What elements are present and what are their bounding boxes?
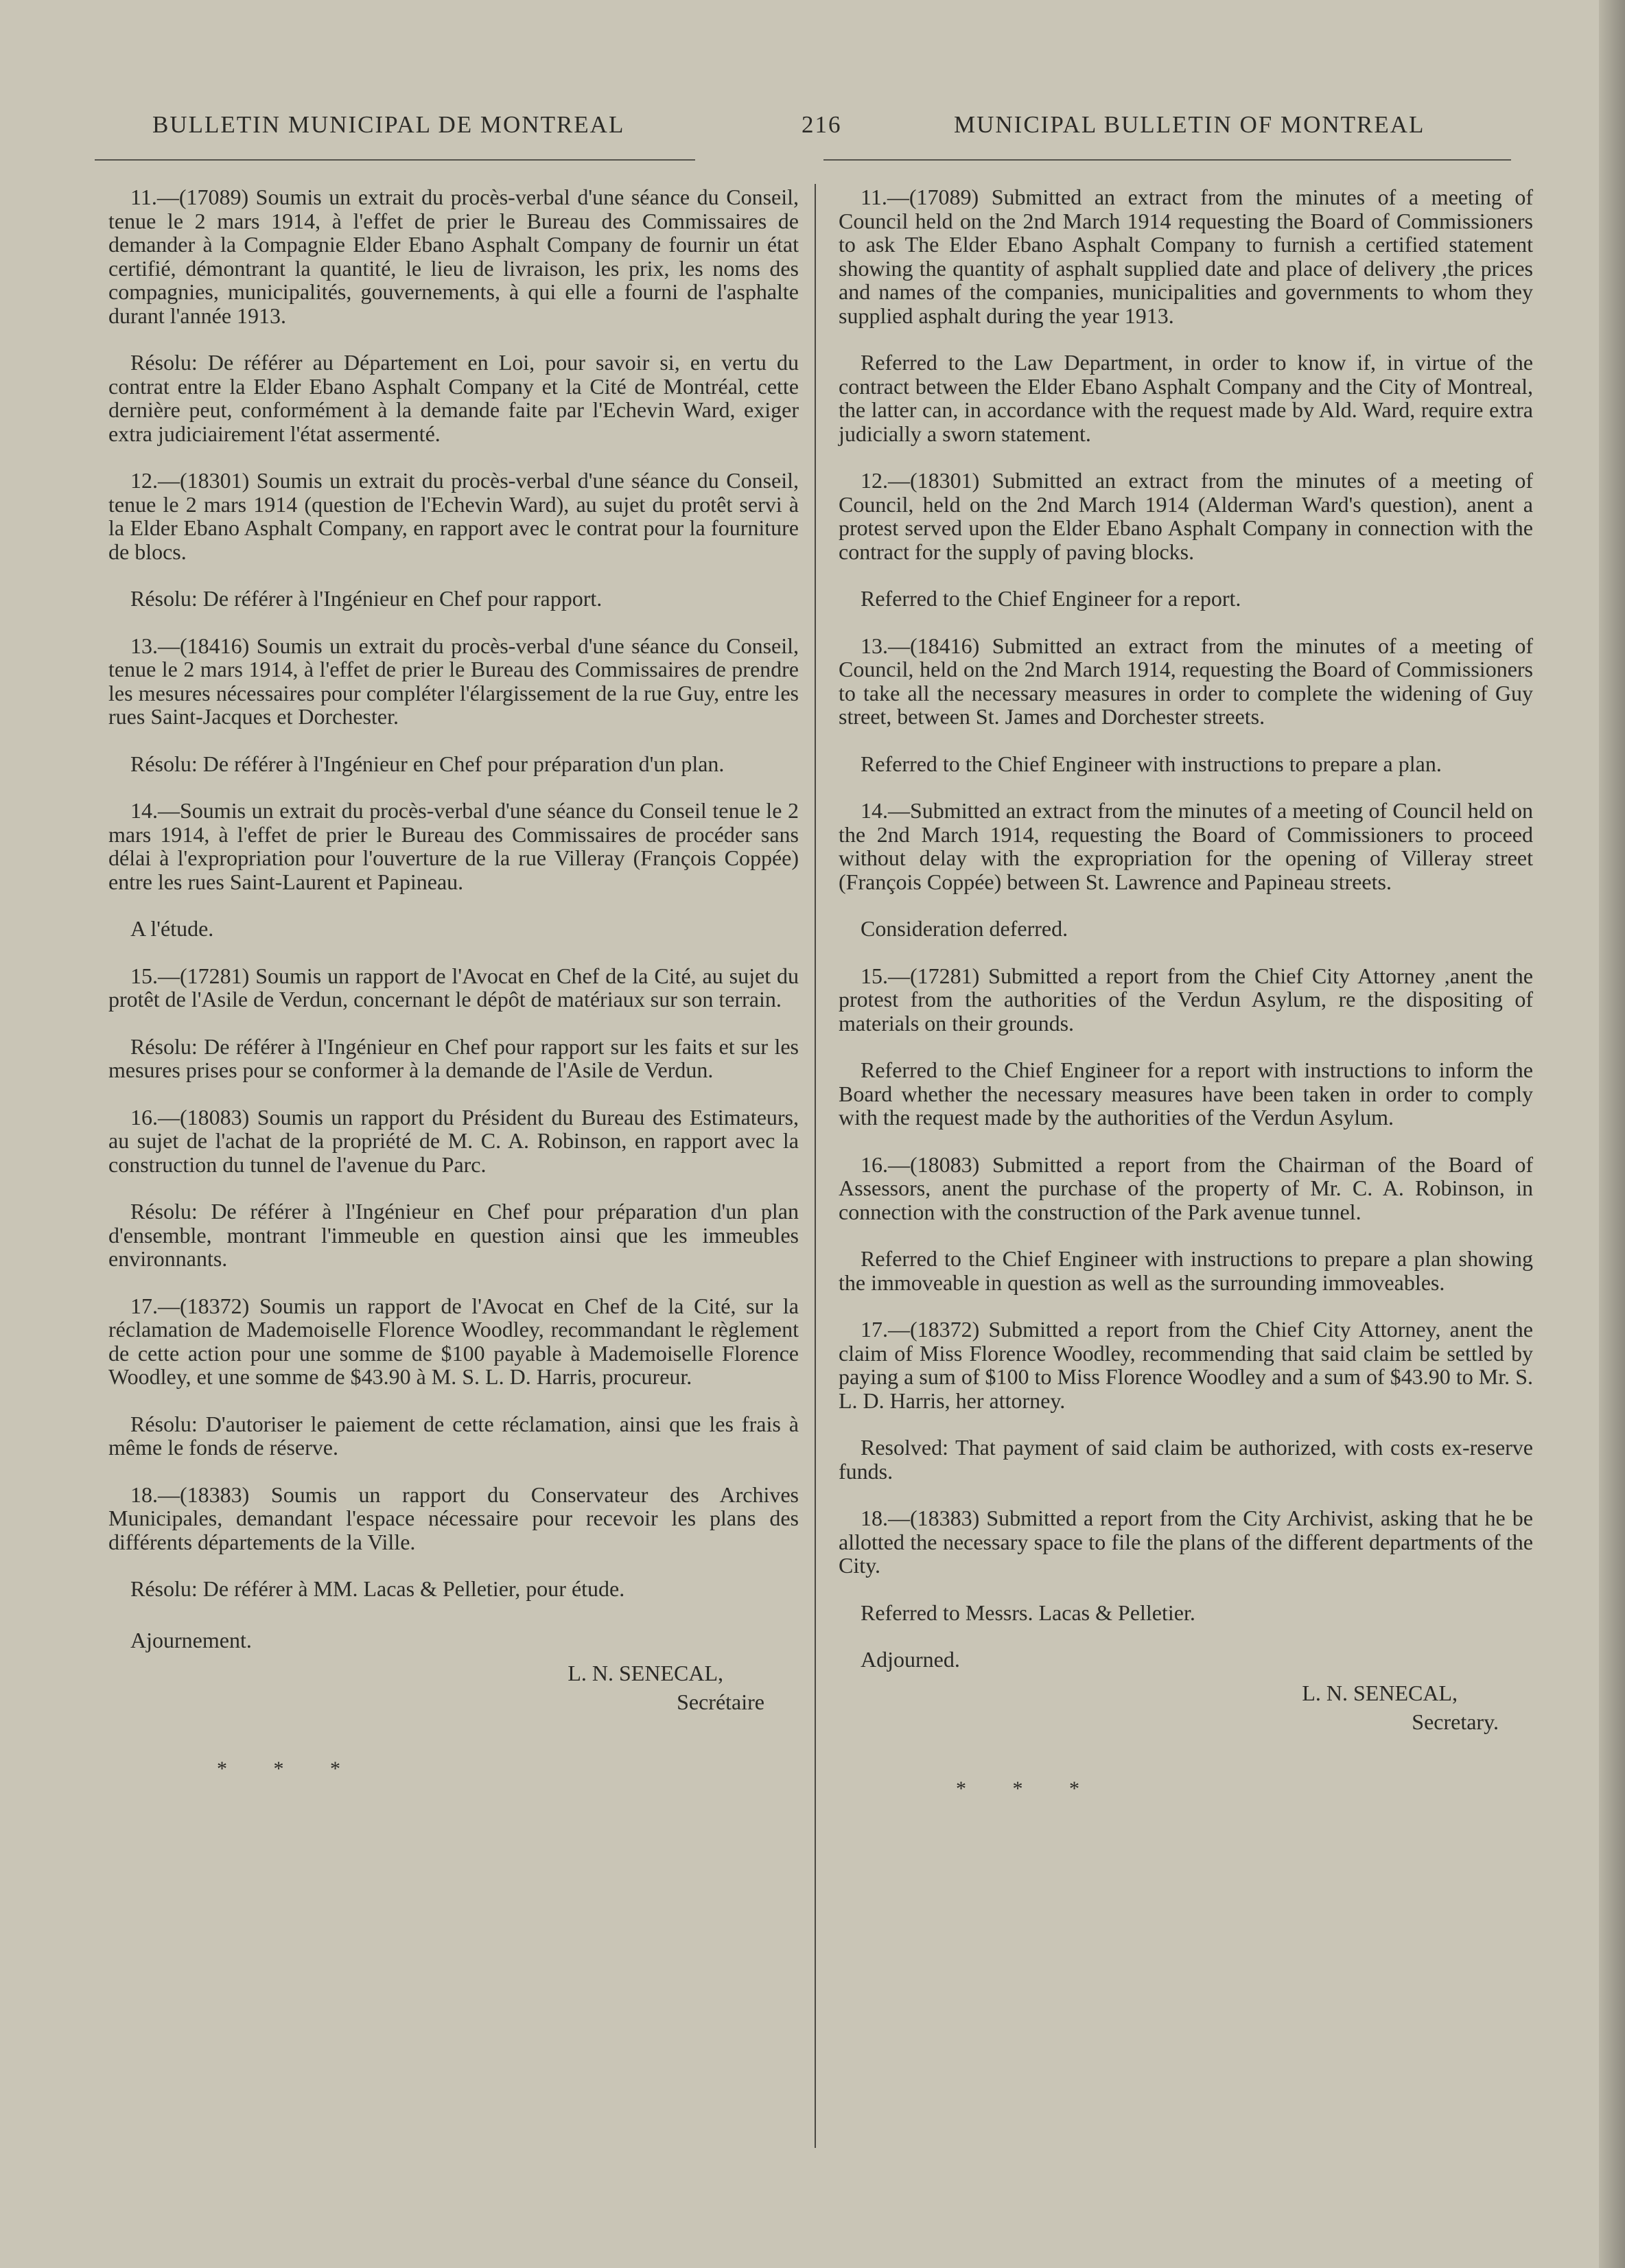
en-paragraph: 17.—(18372) Submitted a report from the Chief City Attorney, anent the claim of Miss Florence Woodley, recommending that said claim be settled by paying a sum of $100 to Miss Florence Woodley and a sum of $43.90 to Mr. S. L. D. Harris, her attorney. <box>839 1317 1533 1413</box>
fr-paragraph: 16.—(18083) Soumis un rapport du Président du Bureau des Estimateurs, au sujet de l'achat de la propriété de M. C. A. Robinson, en rapport avec la construction du tunnel de l'avenue du Parc. <box>108 1104 799 1177</box>
fr-signature <box>108 1659 799 1716</box>
en-paragraph: 15.—(17281) Submitted a report from the Chief City Attorney ,anent the protest from the authorities of the Verdun Asylum, re the dispositing of materials on their grounds. <box>839 963 1533 1036</box>
fr-signature-name: L. N. SENECAL, <box>568 1661 723 1685</box>
en-paragraph: Referred to the Law Department, in order to know if, in virtue of the contract between the Elder Ebano Asphalt Company and the City of Montreal, the latter can, in accordance with the request made by Ald. Ward, require extra judicially a sworn statement. <box>839 350 1533 446</box>
en-separator-stars: * * * <box>956 1777 1100 1800</box>
fr-paragraph: 11.—(17089) Soumis un extrait du procès-verbal d'une séance du Conseil, tenue le 2 mars 1914, à l'effet de prier le Bureau des Commissaires de demander à la Compagnie Elder Ebano Asphalt Company de fournir un état certifié, démontrant la quantité, le lieu de livraison, les prix, les noms des compagnies, municipalités, gouvernements, à qui elle a fourni de l'asphalte durant l'année 1913. <box>108 185 799 328</box>
header-rule-left <box>95 159 695 161</box>
en-paragraph: Referred to the Chief Engineer with instructions to prepare a plan. <box>861 751 1442 776</box>
en-paragraph: 13.—(18416) Submitted an extract from the minutes of a meeting of Council, held on the 2nd March 1914, requesting the Board of Commissioners to take all the necessary measures in order to complete the widening of Guy street, between St. James and Dorchester streets. <box>839 633 1533 729</box>
fr-paragraph: Résolu: D'autoriser le paiement de cette réclamation, ainsi que les frais à même le fonds de réserve. <box>108 1411 799 1460</box>
en-signature-title: Secretary. <box>1412 1709 1499 1734</box>
fr-paragraph: 13.—(18416) Soumis un extrait du procès-verbal d'une séance du Conseil, tenue le 2 mars 1914, à l'effet de prier le Bureau des Commissaires de prendre les mesures nécessaires pour compléter l'élargissement de la rue Guy, entre les rues Saint-Jacques et Dorchester. <box>108 633 799 729</box>
fr-paragraph: Résolu: De référer à l'Ingénieur en Chef pour rapport. <box>130 586 603 611</box>
en-paragraph: Referred to the Chief Engineer for a report. <box>861 586 1241 611</box>
fr-paragraph: Résolu: De référer au Département en Loi, pour savoir si, en vertu du contrat entre la Elder Ebano Asphalt Company et la Cité de Montréal, cette dernière peut, conformément à la demande faite par l'Echevin Ward, exiger extra judiciairement l'état assermenté. <box>108 350 799 446</box>
en-paragraph: Resolved: That payment of said claim be authorized, with costs ex-reserve funds. <box>839 1435 1533 1484</box>
fr-paragraph: 12.—(18301) Soumis un extrait du procès-verbal d'une séance du Conseil, tenue le 2 mars 1914 (question de l'Echevin Ward), au sujet du protêt servi à la Elder Ebano Asphalt Company, en rapport avec le contrat pour la fourniture de blocs. <box>108 468 799 564</box>
en-paragraph: 12.—(18301) Submitted an extract from the minutes of a meeting of Council, held on the 2nd March 1914 (Alderman Ward's question), anent a protest served upon the Elder Ebano Asphalt Company in connection with the contract for the supply of paving blocks. <box>839 468 1533 564</box>
fr-paragraph: Résolu: De référer à l'Ingénieur en Chef pour préparation d'un plan d'ensemble, montrant l'immeuble en question ainsi que les immeubles environnants. <box>108 1199 799 1271</box>
en-adjournment: Adjourned. <box>861 1647 960 1672</box>
en-paragraph: 16.—(18083) Submitted a report from the Chairman of the Board of Assessors, anent the purchase of the property of Mr. C. A. Robinson, in connection with the construction of the Park avenue tunnel. <box>839 1151 1533 1224</box>
en-paragraph: Referred to the Chief Engineer with instructions to prepare a plan showing the immoveable in question as well as the surrounding immoveables. <box>839 1246 1533 1295</box>
english-column <box>839 185 1533 1801</box>
fr-paragraph: 18.—(18383) Soumis un rapport du Conservateur des Archives Municipales, demandant l'espace nécessaire pour recevoir les plans des différents départements de la Ville. <box>108 1482 799 1554</box>
fr-paragraph: A l'étude. <box>130 916 214 941</box>
header-english-title: MUNICIPAL BULLETIN OF MONTREAL <box>954 111 1425 138</box>
french-column <box>108 185 799 1781</box>
en-paragraph: Referred to the Chief Engineer for a report with instructions to inform the Board whether the necessary measures have been taken in order to comply with the request made by the authorities of the Verdun Asylum. <box>839 1057 1533 1130</box>
fr-paragraph: 17.—(18372) Soumis un rapport de l'Avocat en Chef de la Cité, sur la réclamation de Mademoiselle Florence Woodley, recommandant le règlement de cette action pour une somme de $100 payable à Mademoiselle Florence Woodley, et une somme de $43.90 à M. S. L. D. Harris, procureur. <box>108 1293 799 1389</box>
en-signature-name: L. N. SENECAL, <box>1302 1680 1458 1705</box>
header-rule-right <box>823 159 1511 161</box>
en-paragraph: Consideration deferred. <box>861 916 1068 941</box>
fr-paragraph: Résolu: De référer à l'Ingénieur en Chef pour rapport sur les faits et sur les mesures prises pour se conformer à la demande de l'Asile de Verdun. <box>108 1033 799 1082</box>
en-paragraph: 18.—(18383) Submitted a report from the City Archivist, asking that he be allotted the necessary space to file the plans of the different departments of the City. <box>839 1506 1533 1578</box>
fr-adjournment: Ajournement. <box>130 1627 252 1652</box>
column-divider <box>815 184 816 2148</box>
fr-paragraph: Résolu: De référer à MM. Lacas & Pelletier, pour étude. <box>130 1576 625 1601</box>
fr-signature-title: Secrétaire <box>677 1690 764 1714</box>
page-number: 216 <box>802 111 842 138</box>
fr-paragraph: 15.—(17281) Soumis un rapport de l'Avocat en Chef de la Cité, au sujet du protêt de l'Asile de Verdun, concernant le dépôt de matériaux sur son terrain. <box>108 963 799 1012</box>
fr-separator-stars: * * * <box>217 1757 361 1780</box>
en-paragraph: 11.—(17089) Submitted an extract from the minutes of a meeting of Council held on the 2nd March 1914 requesting the Board of Commissioners to ask The Elder Ebano Asphalt Company to furnish a certified statement showing the quantity of asphalt supplied date and place of delivery ,the prices and names of the companies, municipalities and governments to whom they supplied asphalt during the year 1913. <box>839 185 1533 328</box>
en-paragraph: 14.—Submitted an extract from the minutes of a meeting of Council held on the 2nd March 1914, requesting the Board of Commissioners to proceed without delay with the expropriation for the opening of Villeray street (François Coppée) between St. Lawrence and Papineau streets. <box>839 798 1533 894</box>
fr-paragraph: 14.—Soumis un extrait du procès-verbal d'une séance du Conseil tenue le 2 mars 1914, à l'effet de prier le Bureau des Commissaires de procéder sans délai à l'expropriation pour l'ouverture de la rue Villeray (François Coppée) entre les rues Saint-Laurent et Papineau. <box>108 798 799 894</box>
header-french-title: BULLETIN MUNICIPAL DE MONTREAL <box>152 111 625 138</box>
fr-paragraph: Résolu: De référer à l'Ingénieur en Chef pour préparation d'un plan. <box>130 751 725 776</box>
en-paragraph: Referred to Messrs. Lacas & Pelletier. <box>861 1600 1195 1625</box>
en-signature <box>839 1679 1533 1736</box>
page-edge <box>1599 0 1625 2268</box>
